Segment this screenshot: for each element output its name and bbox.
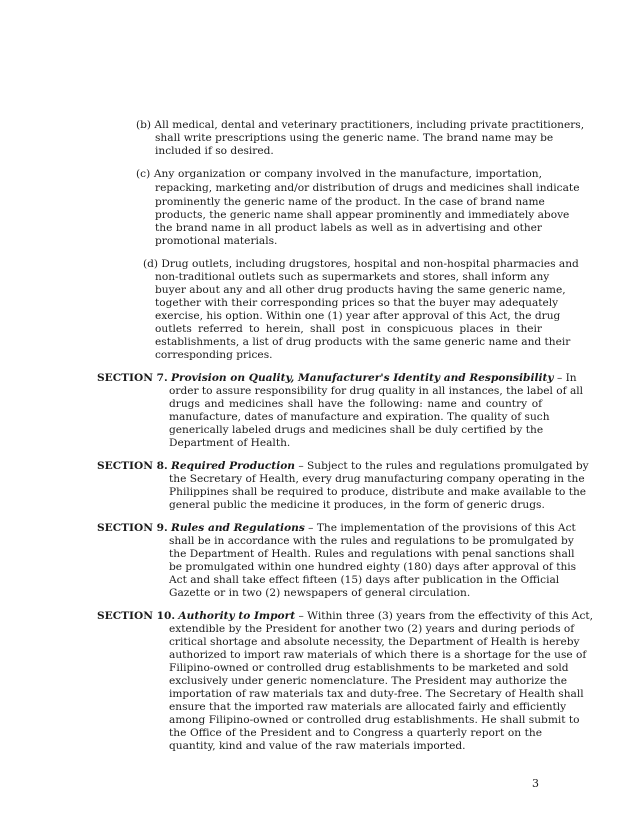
text-line: buyer about any and all other drug products having the same generic name, [155, 284, 566, 296]
text-line: manufacture, dates of manufacture and expiration. The quality of such [169, 411, 550, 423]
text-line: shall be in accordance with the rules and regulations to be promulgated by [169, 535, 574, 547]
text-line: among Filipino-owned or controlled drug establishments. He shall submit to [169, 714, 580, 726]
section-label: SECTION 8. [97, 460, 168, 472]
text-line: non-traditional outlets such as supermarkets and stores, shall inform any [155, 271, 550, 283]
text-line: outlets referred to herein, shall post in conspicuous places in their [155, 323, 542, 335]
text-line: prominently the generic name of the product. In the case of brand name [155, 196, 545, 208]
section-text: – Within three (3) years from the effectivity of this Act, [295, 610, 594, 622]
section-heading-line [97, 372, 577, 385]
text-line: the brand name in all product labels as well as in advertising and other [155, 222, 542, 234]
text-line: the Department of Health. Rules and regulations with penal sanctions shall [169, 548, 575, 560]
section-label: SECTION 9. [97, 522, 168, 534]
text-line: products, the generic name shall appear prominently and immediately above [155, 209, 570, 221]
text-line: authorized to import raw materials of which there is a shortage for the use of [169, 649, 587, 661]
text-line: Act and shall take effect fifteen (15) days after publication in the Official [169, 574, 560, 586]
section-label: SECTION 7. [97, 372, 168, 384]
text-line: Philippines shall be required to produce, distribute and make available to the [169, 486, 587, 498]
section-text: – Subject to the rules and regulations promulgated by [295, 460, 589, 472]
section-label: SECTION 10. [97, 610, 176, 622]
text-line: repacking, marketing and/or distribution of drugs and medicines shall indicate [155, 182, 580, 194]
text-line: exercise, his option. Within one (1) year after approval of this Act, the drug [155, 310, 561, 322]
text-line: the Secretary of Health, every drug manufacturing company operating in the [169, 473, 585, 485]
section-heading-line [97, 610, 594, 623]
text-line: Department of Health. [169, 437, 291, 449]
text-line: drugs and medicines shall have the following: name and country of [169, 398, 542, 410]
text-line: critical shortage and absolute necessity, the Department of Health is hereby [169, 636, 580, 648]
text-line: the Office of the President and to Congress a quarterly report on the [169, 727, 542, 739]
text-line: quantity, kind and value of the raw materials imported. [169, 740, 466, 752]
section-text: – In [553, 372, 577, 384]
text-line: (b) All medical, dental and veterinary practitioners, including private practitioners, [136, 119, 585, 131]
text-line: be promulgated within one hundred eighty (180) days after approval of this [169, 561, 577, 573]
text-line: Filipino-owned or controlled drug establishments to be marketed and sold [169, 662, 569, 674]
text-line: Gazette or in two (2) newspapers of general circulation. [169, 587, 471, 599]
section-title: Required Production [171, 460, 295, 472]
text-line: corresponding prices. [155, 349, 273, 361]
section-heading-line [97, 522, 576, 535]
text-line: (d) Drug outlets, including drugstores, hospital and non-hospital pharmacies and [143, 258, 579, 270]
section-heading-line [97, 460, 589, 473]
text-line: (c) Any organization or company involved in the manufacture, importation, [136, 168, 542, 180]
text-line: order to assure responsibility for drug quality in all instances, the label of all [169, 385, 584, 397]
text-line: ensure that the imported raw materials are allocated fairly and efficiently [169, 701, 567, 713]
section-title: Rules and Regulations [171, 522, 305, 534]
text-line: generically labeled drugs and medicines shall be duly certified by the [169, 424, 544, 436]
text-line: included if so desired. [155, 145, 274, 157]
text-line: establishments, a list of drug products with the same generic name and their [155, 336, 571, 348]
text-line: shall write prescriptions using the generic name. The brand name may be [155, 132, 554, 144]
section-title: Provision on Quality, Manufacturer's Identity and Responsibility [171, 372, 554, 384]
text-line: together with their corresponding prices so that the buyer may adequately [155, 297, 559, 309]
text-line: extendible by the President for another two (2) years and during periods of [169, 623, 575, 635]
text-line: promotional materials. [155, 235, 278, 247]
text-line: general public the medicine it produces, in the form of generic drugs. [169, 499, 545, 511]
text-line: exclusively under generic nomenclature. The President may authorize the [169, 675, 567, 687]
section-title: Authority to Import [178, 610, 296, 622]
text-line: importation of raw materials tax and duty-free. The Secretary of Health shall [169, 688, 584, 700]
page-number: 3 [532, 777, 539, 790]
section-text: – The implementation of the provisions of this Act [304, 522, 576, 534]
